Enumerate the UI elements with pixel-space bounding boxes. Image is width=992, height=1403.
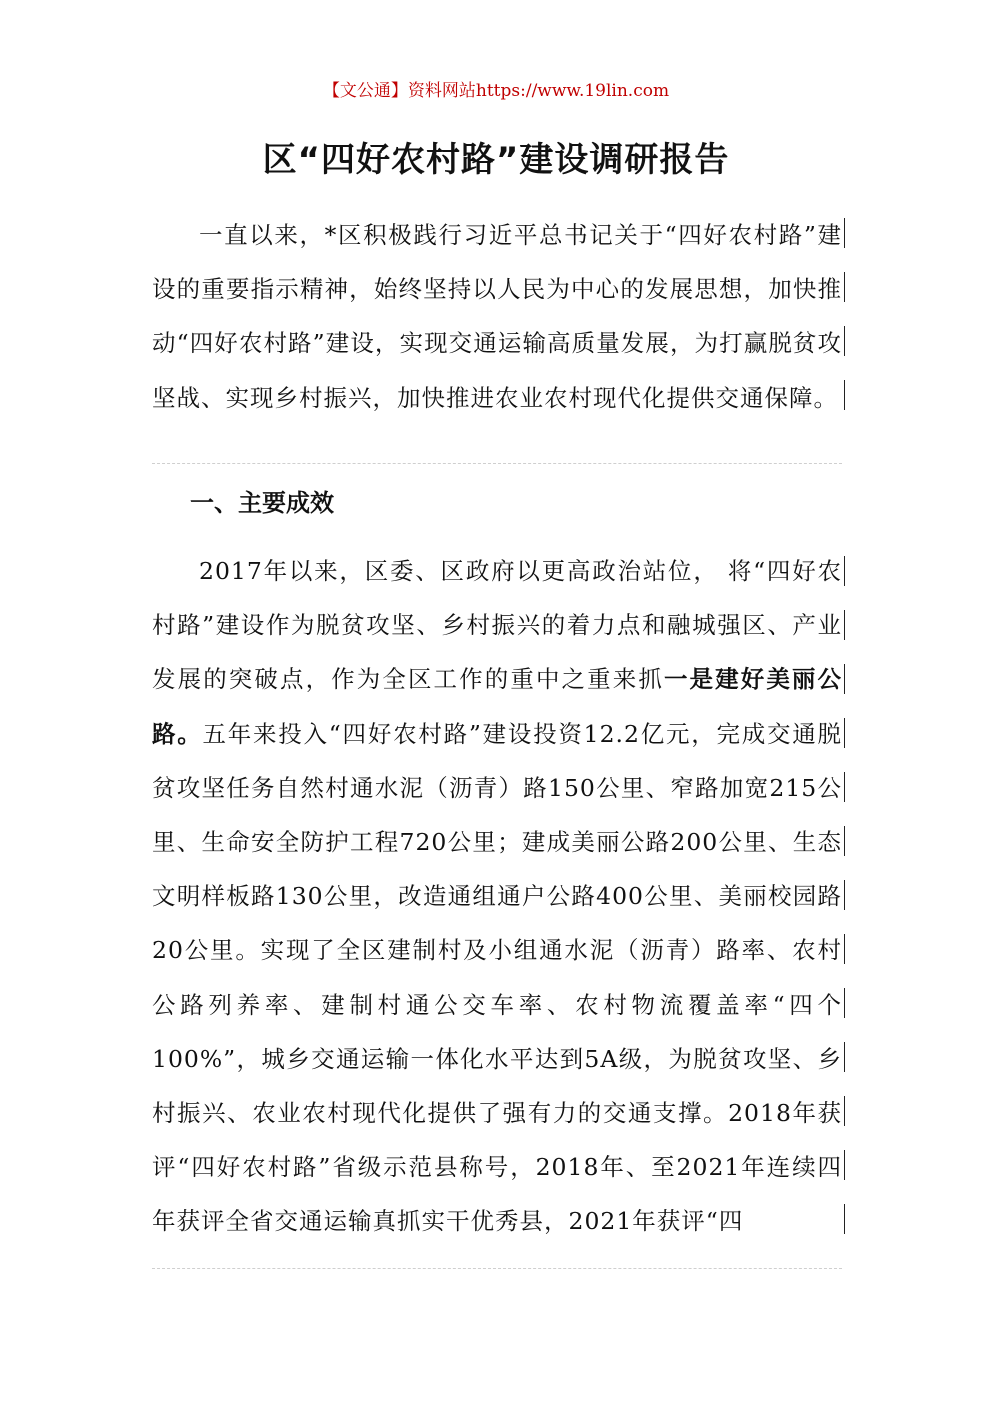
- margin-mark: [844, 664, 845, 694]
- margin-mark: [844, 988, 845, 1018]
- watermark-link[interactable]: 【文公通】资料网站https://www.19lin.com: [322, 81, 670, 101]
- section-heading: 一、主要成效: [190, 489, 334, 517]
- section-paragraph: 2017年以来，区委、区政府以更高政治站位， 将“四好农村路”建设作为脱贫攻坚、乡村振兴的着力点和融城强区、产业发展的突破点，作为全区工作的重中之重来抓: [152, 557, 842, 694]
- margin-mark: [844, 1096, 845, 1126]
- margin-mark: [844, 880, 845, 910]
- margin-mark: [844, 610, 845, 640]
- margin-mark: [844, 934, 845, 964]
- margin-mark: [844, 718, 845, 748]
- intro-paragraph: 一直以来，*区积极践行习近平总书记关于“四好农村路”建设的重要指示精神，始终坚持以人民为中心的发展思想，加快推动“四好农村路”建设，实现交通运输高质量发展，为打赢脱贫攻坚战、实现乡村振兴，加快推进农业农村现代化提供交通保障。: [152, 221, 842, 412]
- margin-mark: [844, 1150, 845, 1180]
- margin-mark: [844, 272, 845, 302]
- point-text: 五年来投入“四好农村路”建设投资12.2亿元，完成交通脱贫攻坚任务自然村通水泥（沥青）路150公里、窄路加宽215公里、生命安全防护工程720公里；建成美丽公路200公里、生态文明样板路130公里，改造通组通户公路400公里、美丽校园路20公里。实现了全区建制村及小组通水泥（沥青）路率、农村公路列养率、建制村通公交车率、农村物流覆盖率“四个100%”，城乡交通运输一体化水平达到5A级，为脱贫攻坚、乡村振兴、农业农村现代化提供了强有力的交通支撑。2018年获评“四好农村路”省级示范县称号，2018年、至2021年连续四年获评全省交通运输真抓实干优秀县，2021年获评“四: [152, 719, 842, 1236]
- margin-mark: [844, 326, 845, 356]
- paragraph-divider: [152, 463, 842, 464]
- margin-mark: [844, 380, 845, 410]
- page-bottom-divider: [152, 1268, 842, 1269]
- margin-mark: [844, 826, 845, 856]
- document-title: 区“四好农村路”建设调研报告: [262, 140, 730, 180]
- margin-mark: [844, 1204, 845, 1234]
- margin-mark: [844, 218, 845, 248]
- margin-mark: [844, 1042, 845, 1072]
- section-body: [152, 544, 842, 1249]
- point-lead: 一是建好美丽公路。: [152, 665, 843, 748]
- margin-mark: [844, 556, 845, 586]
- margin-mark: [844, 772, 845, 802]
